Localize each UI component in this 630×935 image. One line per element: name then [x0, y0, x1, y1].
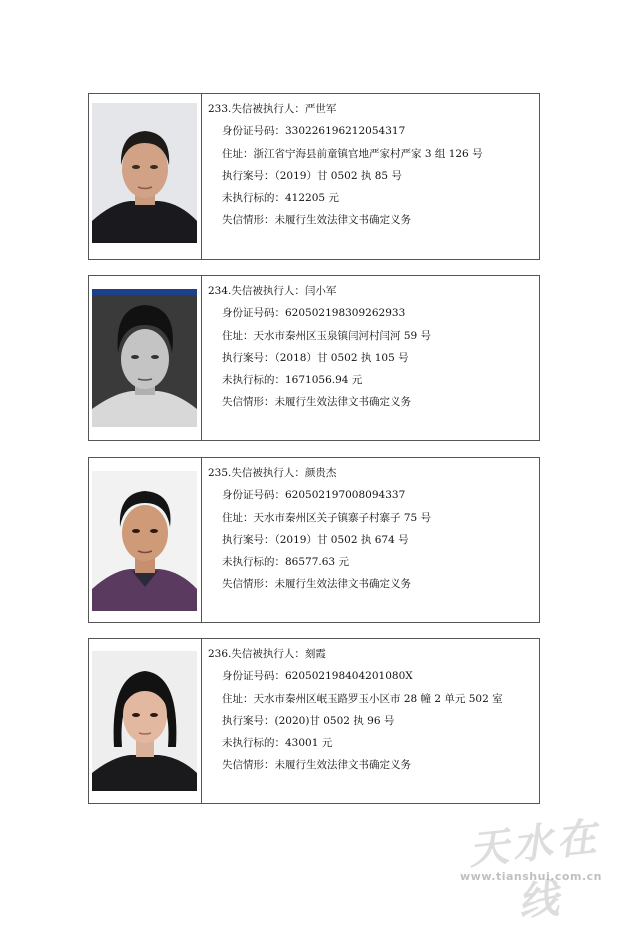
situation-label: 失信情形：	[222, 759, 275, 772]
situation-value: 未履行生效法律文书确定义务	[274, 214, 411, 227]
id-value: 620502198404201080X	[285, 670, 413, 683]
address-label: 住址：	[222, 692, 254, 705]
case-line	[208, 165, 539, 187]
amount-label: 未执行标的：	[222, 556, 285, 569]
photo-cell	[89, 94, 202, 259]
amount-line	[208, 369, 539, 391]
photo-cell	[89, 458, 202, 622]
case-value: （2019）甘 0502 执 85 号	[274, 169, 402, 182]
situation-line	[208, 754, 539, 776]
address-line	[208, 143, 539, 165]
record-header: 235.失信被执行人：颜贵杰	[208, 467, 337, 479]
id-label: 身份证号码：	[222, 307, 285, 320]
address-value: 天水市秦州区关子镇寨子村寨子 75 号	[253, 511, 432, 524]
info-cell	[202, 94, 539, 259]
info-cell	[202, 639, 539, 803]
case-line	[208, 347, 539, 369]
photo-cell	[89, 639, 202, 803]
amount-label: 未执行标的：	[222, 737, 285, 750]
id-value: 620502197008094337	[285, 489, 406, 502]
case-label: 执行案号：	[222, 533, 275, 546]
watermark-logo-text: 天水在线	[466, 814, 603, 926]
id-label: 身份证号码：	[222, 670, 285, 683]
situation-label: 失信情形：	[222, 578, 275, 591]
photo-cell	[89, 276, 202, 440]
watermark-url: www.tianshui.com.cn	[460, 870, 602, 883]
situation-line	[208, 573, 539, 595]
address-line	[208, 507, 539, 529]
id-label: 身份证号码：	[222, 125, 285, 138]
case-label: 执行案号：	[222, 169, 275, 182]
id-line	[208, 302, 539, 324]
record-233	[88, 93, 540, 260]
case-line	[208, 710, 539, 732]
id-line	[208, 665, 539, 687]
id-line	[208, 120, 539, 142]
person-photo	[92, 289, 197, 427]
record-header: 234.失信被执行人：闫小军	[208, 285, 337, 297]
person-photo	[92, 103, 197, 243]
situation-value: 未履行生效法律文书确定义务	[274, 578, 411, 591]
address-value: 天水市秦州区岷玉路罗玉小区市 28 幢 2 单元 502 室	[253, 692, 503, 705]
record-236	[88, 638, 540, 804]
case-label: 执行案号：	[222, 351, 275, 364]
case-value: (2020)甘 0502 执 96 号	[274, 714, 395, 727]
situation-label: 失信情形：	[222, 396, 275, 409]
address-line	[208, 688, 539, 710]
situation-label: 失信情形：	[222, 214, 275, 227]
amount-value: 43001 元	[285, 737, 333, 750]
id-line	[208, 484, 539, 506]
address-value: 浙江省宁海县前童镇官地严家村严家 3 组 126 号	[253, 147, 483, 160]
id-value: 330226196212054317	[285, 125, 406, 138]
record-234	[88, 275, 540, 441]
situation-value: 未履行生效法律文书确定义务	[274, 396, 411, 409]
case-value: （2018）甘 0502 执 105 号	[274, 351, 409, 364]
case-line	[208, 529, 539, 551]
record-header: 233.失信被执行人：严世军	[208, 103, 337, 115]
address-line	[208, 325, 539, 347]
address-value: 天水市秦州区玉泉镇闫河村闫河 59 号	[253, 329, 432, 342]
address-label: 住址：	[222, 511, 254, 524]
address-label: 住址：	[222, 329, 254, 342]
case-label: 执行案号：	[222, 714, 275, 727]
address-label: 住址：	[222, 147, 254, 160]
id-label: 身份证号码：	[222, 489, 285, 502]
situation-line	[208, 391, 539, 413]
amount-line	[208, 187, 539, 209]
situation-value: 未履行生效法律文书确定义务	[274, 759, 411, 772]
record-235	[88, 457, 540, 623]
amount-line	[208, 732, 539, 754]
id-value: 620502198309262933	[285, 307, 406, 320]
info-cell	[202, 458, 539, 622]
site-watermark	[452, 812, 622, 926]
amount-label: 未执行标的：	[222, 192, 285, 205]
person-photo	[92, 651, 197, 791]
case-value: （2019）甘 0502 执 674 号	[274, 533, 409, 546]
amount-line	[208, 551, 539, 573]
info-cell	[202, 276, 539, 440]
amount-value: 1671056.94 元	[285, 374, 363, 387]
situation-line	[208, 209, 539, 231]
amount-value: 86577.63 元	[285, 556, 349, 569]
person-photo	[92, 471, 197, 611]
record-header: 236.失信被执行人：刻霞	[208, 648, 326, 660]
amount-value: 412205 元	[285, 192, 339, 205]
amount-label: 未执行标的：	[222, 374, 285, 387]
